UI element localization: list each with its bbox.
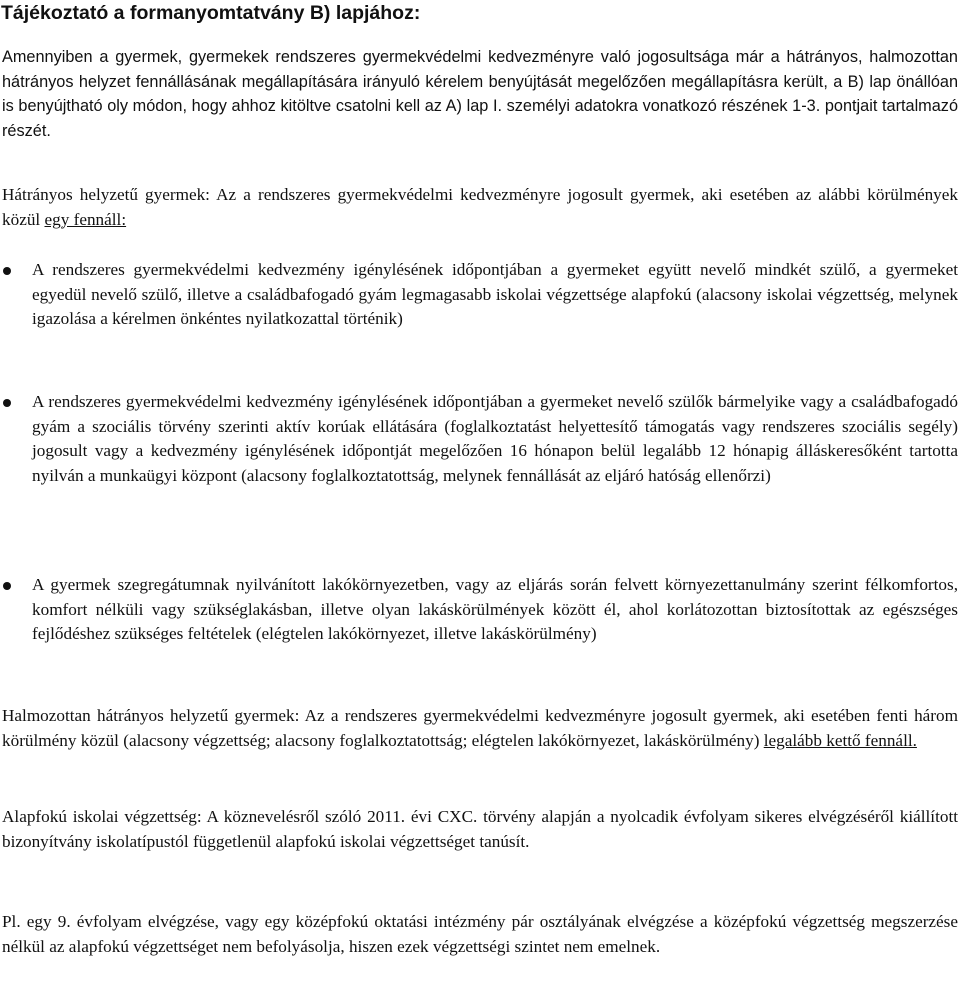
bullet-text: A rendszeres gyermekvédelmi kedvezmény igénylésének időpontjában a gyermeket nevelő szülők bármelyike vagy a családbafogadó gyám a szociális törvény szerinti aktív korúak ellátására (foglalkoztatást helyettesítő támogatás vagy rendszeres szociális segély) jogosult vagy a kedvezmény igénylésének időpontját megelőzően 16 hónapon belül legalább 12 hónapig álláskeresőként tartotta nyilván a munkaügyi központ (alacsony foglalkoztatottság, melynek fennállását az eljáró hatóság ellenőrzi) [32,392,958,485]
multiple-disadvantaged-definition-text: Halmozottan hátrányos helyzetű gyermek: Az a rendszeres gyermekvédelmi kedvezményre jogosult gyermek, aki esetében fenti három körülmény közül (alacsony végzettség; alacsony foglalkoztatottság; elégtelen lakókörnyezet, lakáskörülmény) [2,706,958,750]
multiple-disadvantaged-definition [2,704,958,753]
bullet-icon [3,399,11,407]
bullet-text: A gyermek szegregátumnak nyilvánított lakókörnyezetben, vagy az eljárás során felvett környezettanulmány szerint félkomfortos, komfort nélküli vagy szükséglakásban, illetve olyan lakáskörülmények között él, ahol korlátozottan biztosítottak az egészséges fejlődéshez szükséges feltételek (elégtelen lakókörnyezet, illetve lakáskörülmény) [32,575,958,644]
bullet-icon [3,267,11,275]
multiple-disadvantaged-condition-underlined: legalább kettő fennáll. [763,730,917,750]
disadvantaged-definition [2,183,958,232]
bullet-text: A rendszeres gyermekvédelmi kedvezmény igénylésének időpontjában a gyermeket együtt nevelő mindkét szülő, a gyermeket egyedül nevelő szülő, illetve a családbafogadó gyám legmagasabb iskolai végzettsége alapfokú (alacsony iskolai végzettség, melynek igazolása a kérelmen önkéntes nyilatkozattal történik) [32,260,958,329]
basic-education-definition: Alapfokú iskolai végzettség: A köznevelésről szóló 2011. évi CXC. törvény alapján a nyolcadik évfolyam sikeres elvégzéséről kiállított bizonyítvány iskolatípustól függetlenül alapfokú iskolai végzettséget tanúsít. [2,807,958,851]
document-title: Tájékoztató a formanyomtatvány B) lapjához: [1,2,421,24]
disadvantaged-condition-underlined: egy fennáll: [44,209,127,229]
bullet-icon [3,582,11,590]
disadvantaged-definition-text: Hátrányos helyzetű gyermek: Az a rendszeres gyermekvédelmi kedvezményre jogosult gyermek, aki esetében az alábbi körülmények közül [2,185,958,229]
example-paragraph: Pl. egy 9. évfolyam elvégzése, vagy egy középfokú oktatási intézmény pár osztályának elvégzése a középfokú végzettség megszerzése nélkül az alapfokú végzettséget nem befolyásolja, hiszen ezek végzettségi szintet nem emelnek. [2,912,958,956]
intro-paragraph: Amennyiben a gyermek, gyermekek rendszeres gyermekvédelmi kedvezményre való jogosultsága már a hátrányos, halmozottan hátrányos helyzet fennállásának megállapítására irányuló kérelem benyújtását megelőzően megállapításra került, a B) lap önállóan is benyújtható oly módon, hogy ahhoz kitöltve csatolni kell az A) lap I. személyi adatokra vonatkozó részének 1-3. pontjait tartalmazó részét. [2,48,958,140]
